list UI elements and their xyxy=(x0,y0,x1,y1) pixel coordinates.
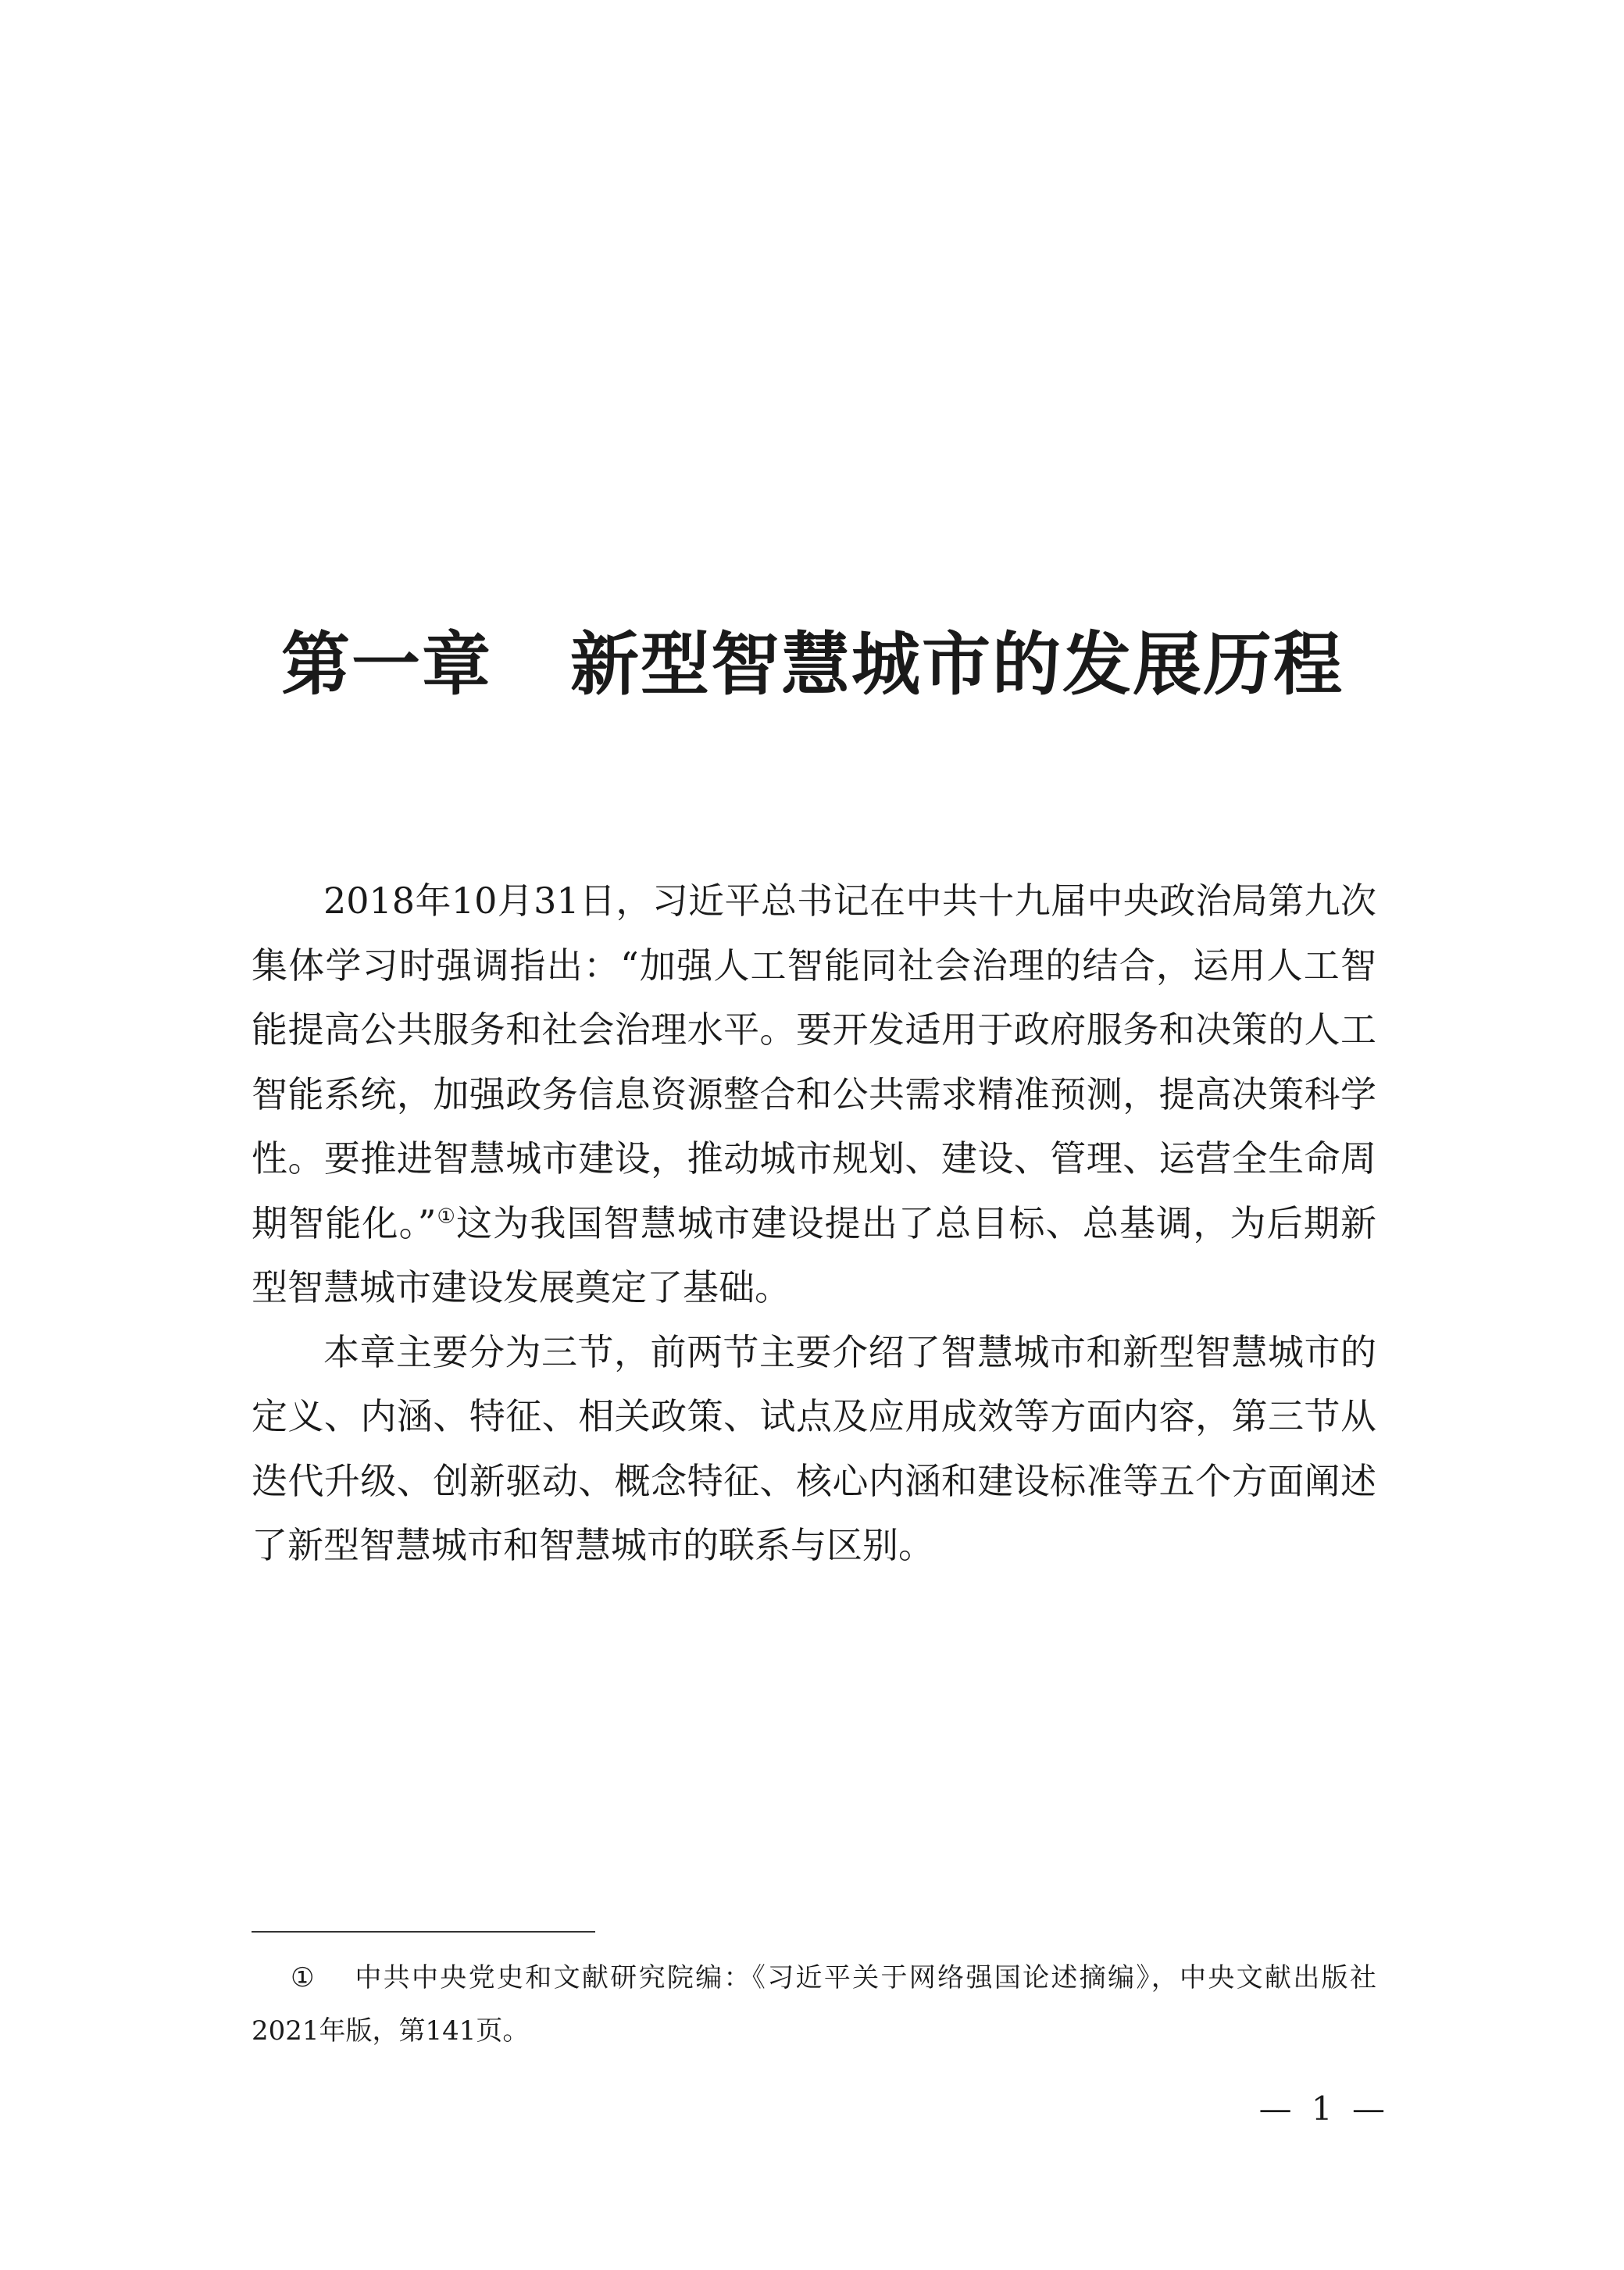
footnote-mark: ① xyxy=(291,1962,315,1993)
paragraph-1-continuation: 这为我国智慧城市建设提出了总目标、总基调，为后期新型智慧城市建设发展奠定了基础。 xyxy=(252,1201,1377,1308)
paragraph-2: 本章主要分为三节，前两节主要介绍了智慧城市和新型智慧城市的定义、内涵、特征、相关政策、试点及应用成效等方面内容，第三节从迭代升级、创新驱动、概念特征、核心内涵和建设标准等五个方面阐述了新型智慧城市和智慧城市的联系与区别。 xyxy=(252,1330,1376,1566)
footnote-reference[interactable]: ① xyxy=(436,1205,457,1229)
body-text xyxy=(252,869,1376,1578)
footnote-divider xyxy=(252,1931,595,1933)
paragraph-1-text: 2018年10月31日，习近平总书记在中共十九届中央政治局第九次集体学习时强调指出：“加强人工智能同社会治理的结合，运用人工智能提高公共服务和社会治理水平。要开发适用于政府服务和决策的人工智能系统，加强政务信息资源整合和公共需求精准预测，提高决策科学性。要推进智慧城市建设，推动城市规划、建设、管理、运营全生命周期智能化。” xyxy=(252,880,1376,1244)
chapter-label: 第一章 xyxy=(280,623,492,705)
paragraph-1 xyxy=(252,869,1376,1320)
footnote xyxy=(252,1951,1376,2058)
chapter-title xyxy=(234,621,1390,707)
footnote-text: 中共中央党史和文献研究院编：《习近平关于网络强国论述摘编》，中央文献出版社2021年版，第141页。 xyxy=(252,1962,1376,2047)
page-number: — 1 — xyxy=(1258,2090,1390,2128)
chapter-title-text: 新型智慧城市的发展历程 xyxy=(570,623,1344,705)
